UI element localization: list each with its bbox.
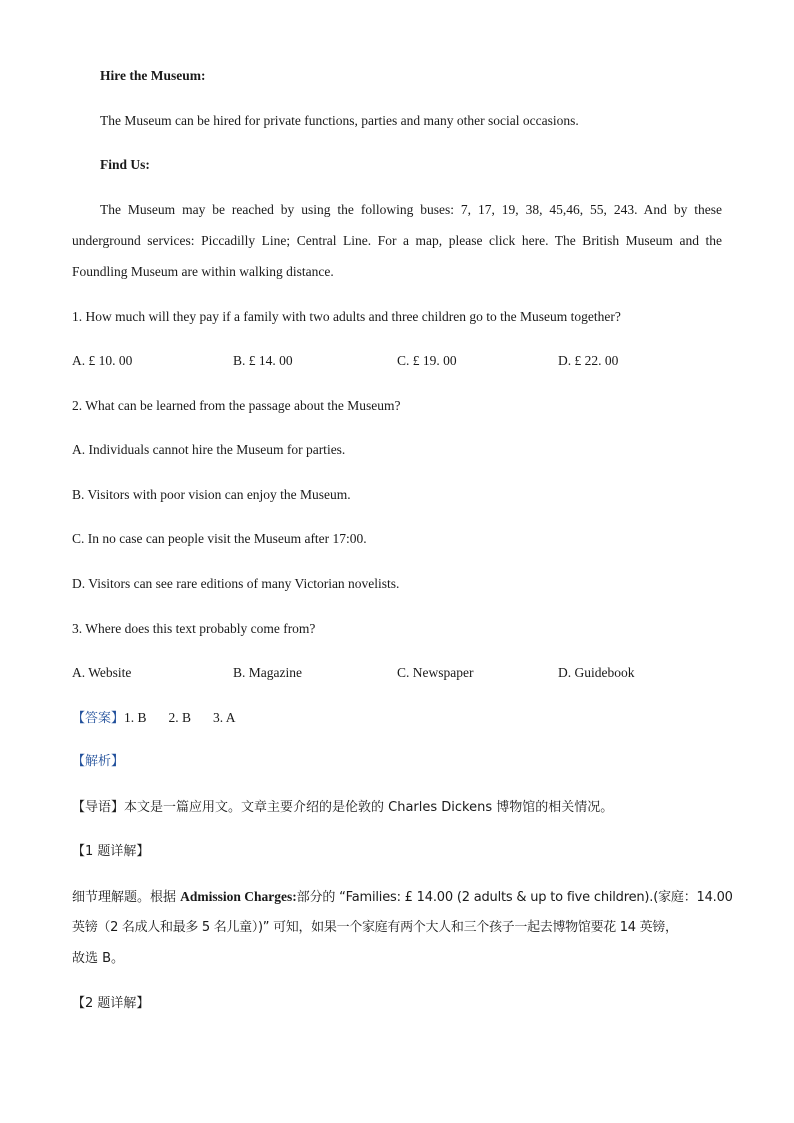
question-3-stem: 3. Where does this text probably come from? (72, 621, 316, 636)
guide-text: 本文是一篇应用文。文章主要介绍的是伦敦的 Charles Dickens 博物馆的相关情况。 (124, 800, 614, 815)
detail-1-line-2: 英镑（2 名成人和最多 5 名儿童）)” 可知，如果一个家庭有两个大人和三个孩子一起去博物馆要花 14 英镑， (72, 920, 678, 935)
question-1-option-c: C. £ 19. 00 (397, 353, 457, 368)
detail-2-label: 【2 题详解】 (72, 996, 150, 1011)
question-2-option-d: D. Visitors can see rare editions of many Victorian novelists. (72, 576, 400, 591)
answer-item-3: 3. A (213, 710, 236, 725)
detail-1-line-3: 故选 B。 (72, 951, 125, 966)
detail-1-quote: 部分的 “Families: £ 14.00 (2 adults & up to five children).(家庭：14.00 (296, 890, 733, 905)
find-text-line-2: underground services: Piccadilly Line; Central Line. For a map, please click here. The British Museum and the (72, 233, 722, 248)
question-2-stem: 2. What can be learned from the passage about the Museum? (72, 398, 401, 413)
question-1-option-b: B. £ 14. 00 (233, 353, 293, 368)
detail-1-label: 【1 题详解】 (72, 844, 150, 859)
answer-label: 【答案】 (72, 711, 125, 726)
find-text-line-3: Foundling Museum are within walking distance. (72, 264, 334, 279)
question-3-option-b: B. Magazine (233, 665, 302, 680)
question-1-option-d: D. £ 22. 00 (558, 353, 619, 368)
question-3-option-a: A. Website (72, 665, 132, 680)
detail-1-line-1 (72, 888, 733, 907)
detail-1-admission-label: Admission Charges: (180, 889, 297, 904)
find-heading: Find Us: (100, 157, 150, 172)
guide-row (72, 798, 722, 817)
question-1-option-a: A. £ 10. 00 (72, 353, 133, 368)
question-3-option-d: D. Guidebook (558, 665, 635, 680)
guide-label: 【导语】 (72, 800, 125, 815)
find-text-line-1: The Museum may be reached by using the following buses: 7, 17, 19, 38, 45,46, 55, 243. And by these (100, 202, 722, 217)
question-3-option-c: C. Newspaper (397, 665, 474, 680)
question-2-option-c: C. In no case can people visit the Museum after 17:00. (72, 531, 367, 546)
answer-item-2: 2. B (168, 710, 192, 725)
detail-1-intro: 细节理解题。根据 (72, 890, 181, 905)
answer-row (72, 709, 722, 728)
hire-text: The Museum can be hired for private functions, parties and many other social occasions. (100, 113, 579, 128)
hire-heading: Hire the Museum: (100, 68, 206, 83)
answer-item-1: 1. B (124, 710, 147, 725)
question-2-option-b: B. Visitors with poor vision can enjoy the Museum. (72, 487, 351, 502)
question-1-stem: 1. How much will they pay if a family with two adults and three children go to the Museum together? (72, 309, 621, 324)
question-2-option-a: A. Individuals cannot hire the Museum for parties. (72, 442, 346, 457)
analysis-label: 【解析】 (72, 754, 125, 769)
